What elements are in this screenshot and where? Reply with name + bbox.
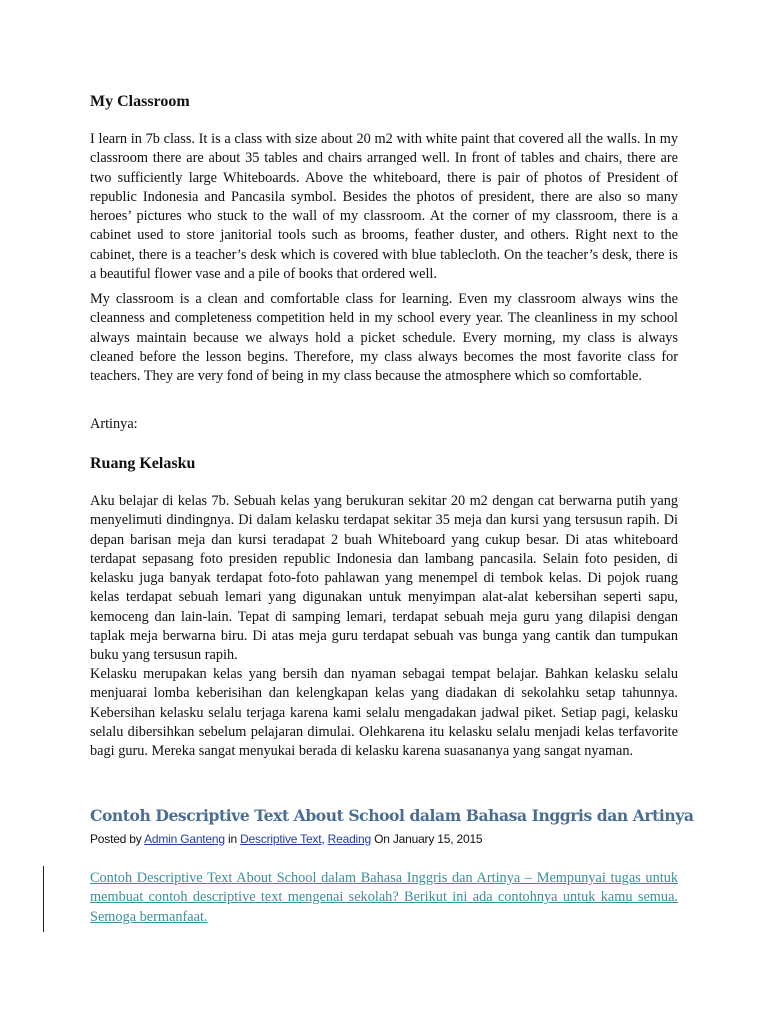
indonesian-title: Ruang Kelasku <box>90 455 196 472</box>
posted-by-label: Posted by <box>90 832 142 846</box>
english-paragraph-2: My classroom is a clean and comfortable class for learning. Even my classroom always wins the cleanness and completeness competition held in my school every year. The cleanliness in my school always maintain because we always hold a picket schedule. Every morning, my class is always cleaned before the lesson begins. Therefore, my class always becomes the most favorite class for teachers. They are very fond of being in my class because the atmosphere which so comfortable. <box>90 291 678 385</box>
category-link-reading[interactable]: Reading <box>327 832 371 846</box>
post-title: Contoh Descriptive Text About School dalam Bahasa Inggris dan Artinya <box>90 806 694 825</box>
category-separator: , <box>321 832 325 846</box>
category-link-descriptive-text[interactable]: Descriptive Text <box>240 832 322 846</box>
on-label: On <box>374 832 390 846</box>
indonesian-paragraph-2: Kelasku merupakan kelas yang bersih dan nyaman sebagai tempat belajar. Bahkan kelasku selalu menjuarai lomba keberisihan dan kelengkapan kelas yang diadakan di sekolahku setap tahunnya. Kebersihan kelasku selalu terjaga karena kami selalu mengadakan jadwal piket. Setiap pagi, kelasku selalu dibersihkan sebelum pelajaran dimulai. Olehkarena itu kelasku selalu menjadi kelas terfavorite bagi guru. Mereka sangat menyukai berada di kelasku karena suasananya yang sangat nyaman. <box>90 666 678 760</box>
post-date: January 15, 2015 <box>392 832 483 846</box>
text-cursor-bar <box>43 866 44 932</box>
english-paragraph-1: I learn in 7b class. It is a class with size about 20 m2 with white paint that covered all the walls. In my classroom there are about 35 tables and chairs arranged well. In front of tables and chairs, there are two sufficiently large Whiteboards. Above the whiteboard, there is pair of photos of President of republic Indonesia and Pancasila symbol. Besides the photos of president, there are also so many heroes’ pictures who stuck to the wall of my classroom. At the corner of my classroom, there is a cabinet used to store janitorial tools such as brooms, feather duster, and others. Right next to the cabinet, there is a teacher’s desk which is covered with blue tablecloth. On the teacher’s desk, there is a beautiful flower vase and a pile of books that ordered well. <box>90 131 678 283</box>
author-link[interactable]: Admin Ganteng <box>144 832 225 846</box>
in-label: in <box>228 832 237 846</box>
translation-label: Artinya: <box>90 416 138 432</box>
indonesian-paragraph-1: Aku belajar di kelas 7b. Sebuah kelas yang berukuran sekitar 20 m2 dengan cat berwarna putih yang menyelimuti dindingnya. Di dalam kelasku terdapat sekitar 35 meja dan kursi yang tersusun rapih. Di depan barisan meja dan kursi teradapat 2 buah Whiteboard yang cukup besar. Di atas whiteboard terdapat sepasang foto presiden republic Indonesia dan lambang pancasila. Selain foto pesiden, di kelasku juga banyak terdapat foto-foto pahlawan yang menempel di tembok kelas. Di pojok ruang kelas terdapat sebuah lemari yang digunakan untuk menyimpan alat-alat kebersihan seperti sapu, kemoceng dan lain-lain. Tepat di samping lemari, terdapat sebuah meja guru yang dilapisi dengan taplak meja berwarna biru. Di atas meja guru terdapat sebuah vas bunga yang cantik dan tumpukan buku yang tersusun rapih. <box>90 493 678 664</box>
post-excerpt-link[interactable]: Contoh Descriptive Text About School dalam Bahasa Inggris dan Artinya – Mempunyai tugas untuk membuat contoh descriptive text mengenai sekolah? Berikut ini ada contohnya untuk kamu semua. Semoga bermanfaat. <box>90 870 678 925</box>
post-meta <box>90 832 482 846</box>
english-title: My Classroom <box>90 93 190 110</box>
